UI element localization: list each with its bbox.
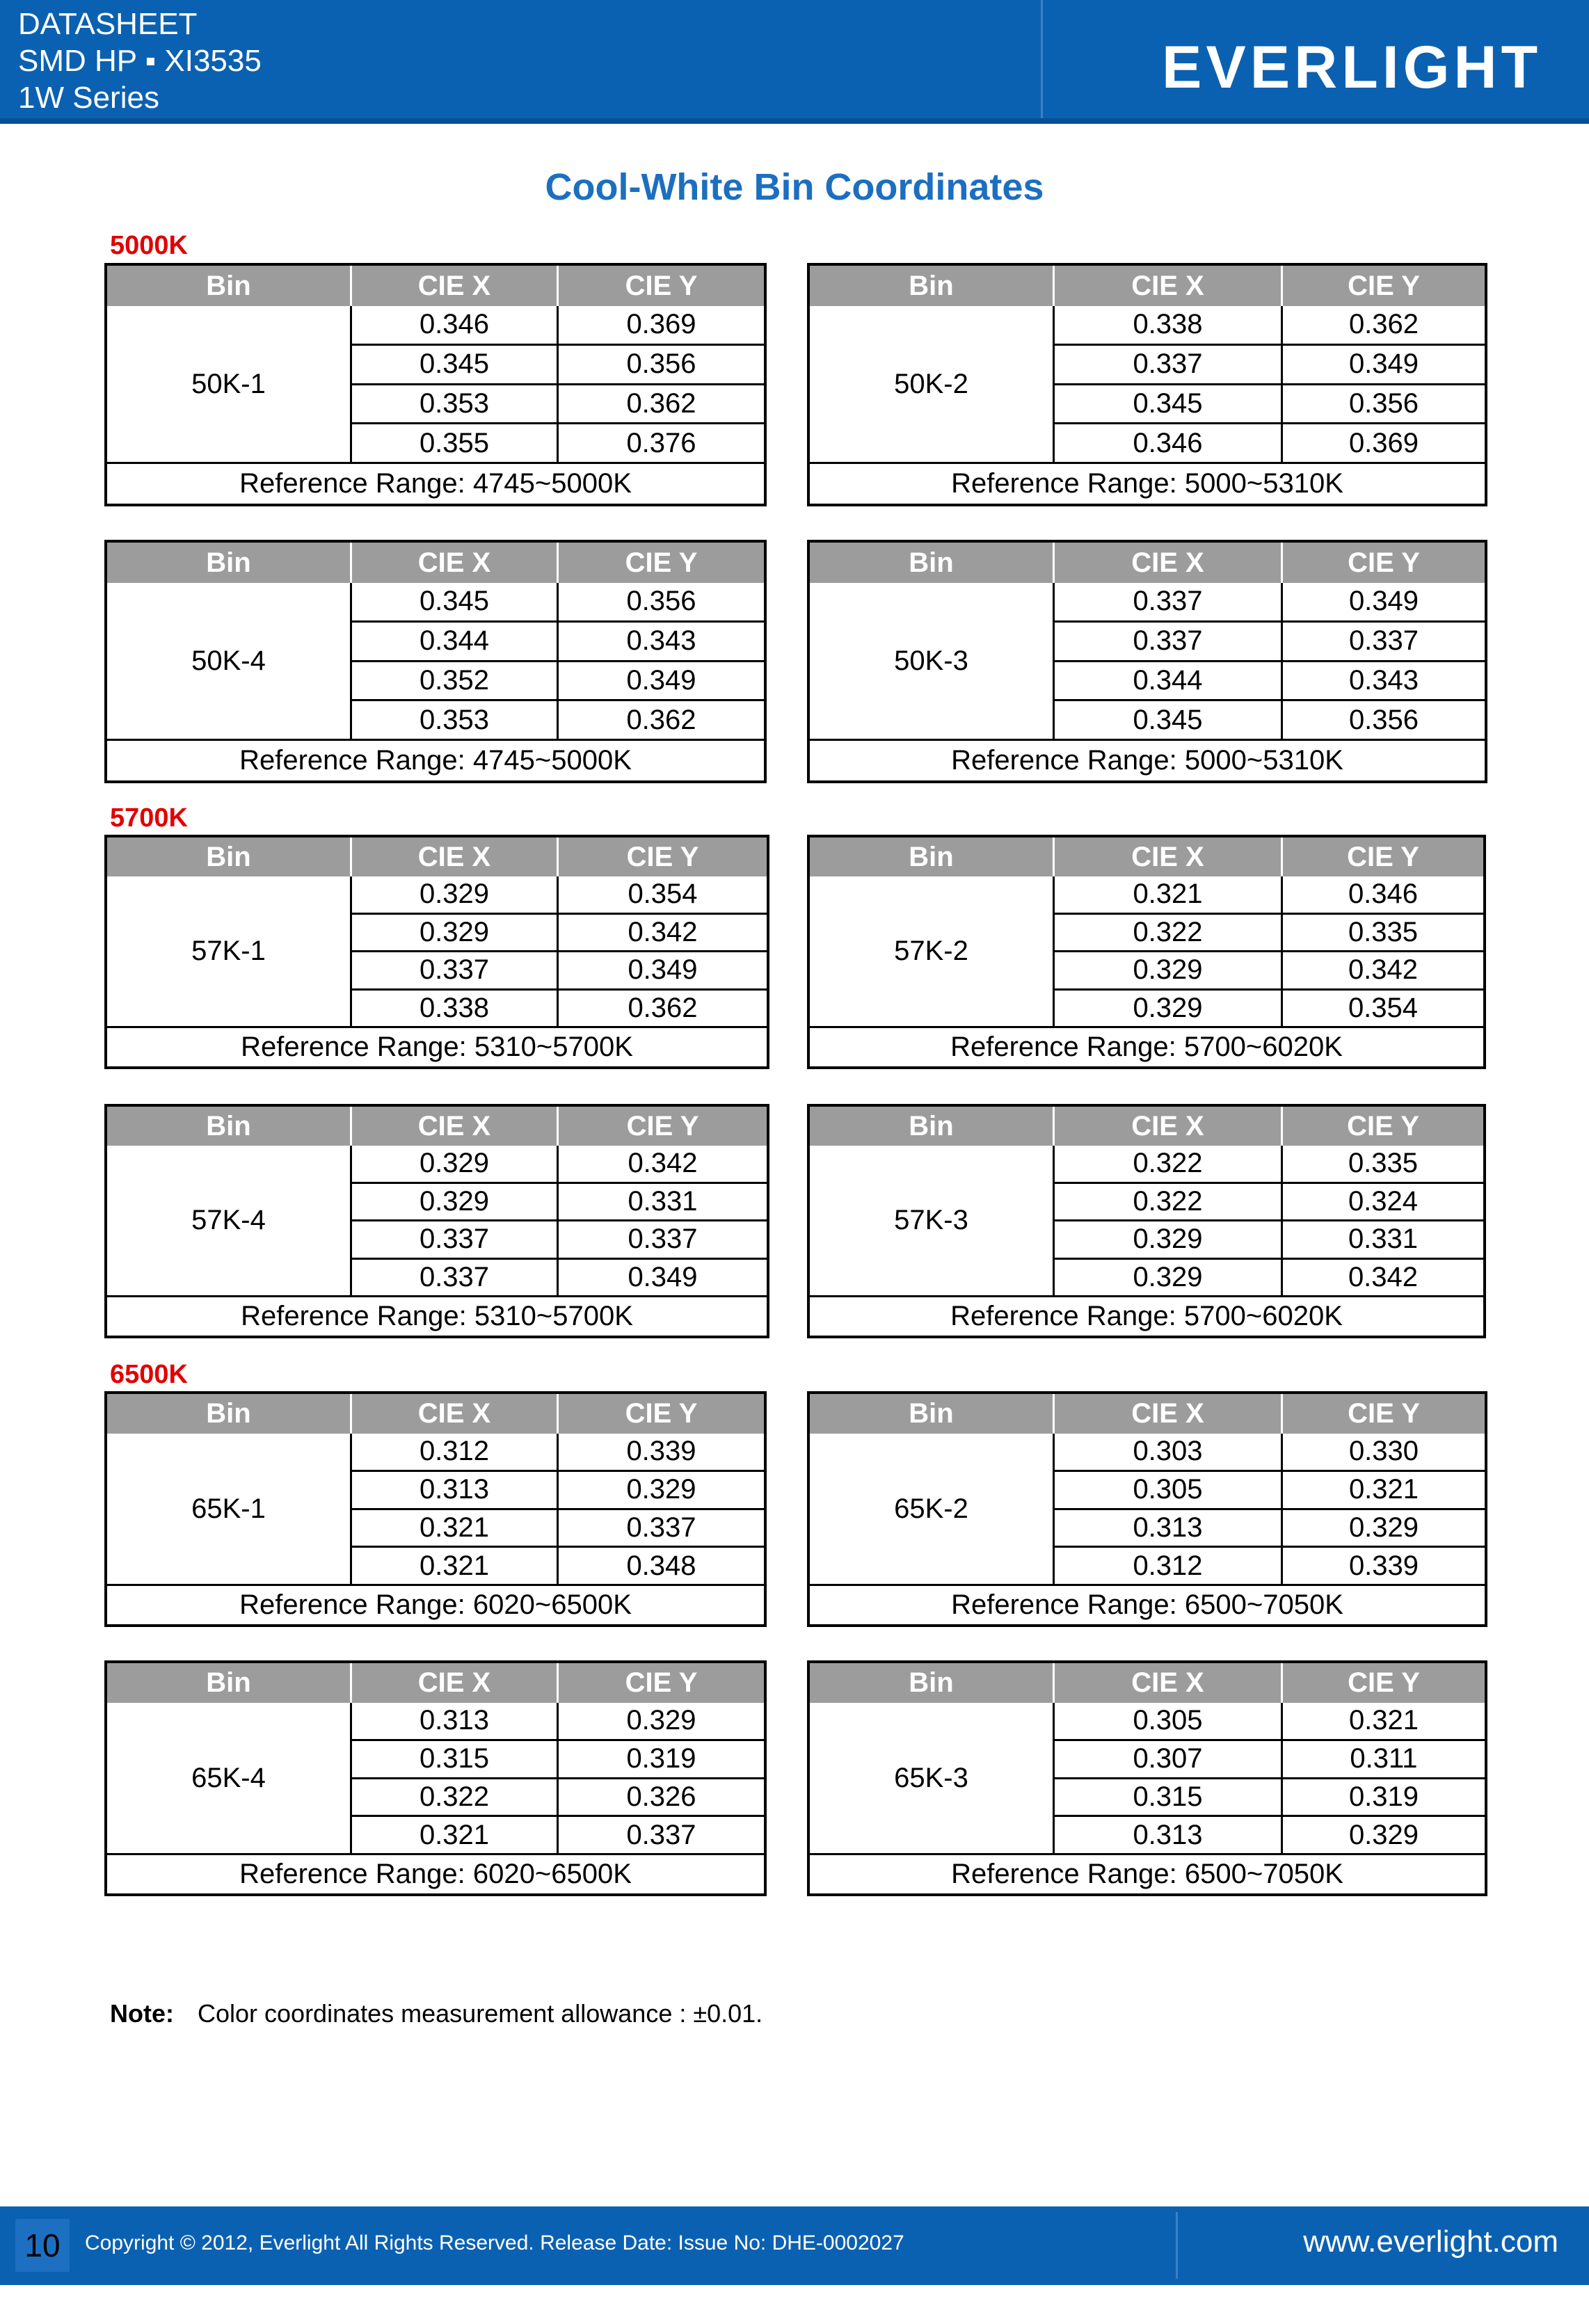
bin-name: 57K-4 — [107, 1146, 352, 1297]
cie-x-value: 0.329 — [1055, 1221, 1283, 1260]
cie-y-value: 0.343 — [559, 623, 764, 662]
header-bin: Bin — [810, 1663, 1055, 1703]
reference-range: Reference Range: 5700~6020K — [950, 1301, 1343, 1332]
cie-x-value: 0.337 — [1055, 623, 1283, 662]
cie-x-value: 0.329 — [352, 876, 559, 915]
cie-y-value: 0.342 — [1283, 952, 1483, 991]
header-bin: Bin — [107, 1394, 352, 1434]
header-bin: Bin — [810, 838, 1055, 876]
bin-name: 50K-1 — [107, 306, 352, 464]
cie-x-value: 0.338 — [1055, 306, 1283, 346]
bin-name: 50K-2 — [810, 306, 1055, 464]
bin-name: 57K-2 — [810, 876, 1055, 1028]
cie-x-value: 0.337 — [352, 952, 559, 991]
cie-x-value: 0.329 — [1055, 1260, 1283, 1298]
cie-x-value: 0.305 — [1055, 1703, 1283, 1741]
cie-x-value: 0.329 — [1055, 991, 1283, 1029]
header-line-3: 1W Series — [18, 81, 159, 115]
cie-y-value: 0.330 — [1283, 1434, 1485, 1472]
bin-name: 57K-3 — [810, 1146, 1055, 1297]
section-label-5700k: 5700K — [110, 803, 188, 833]
header-bin: Bin — [810, 266, 1055, 306]
reference-range: Reference Range: 5700~6020K — [950, 1032, 1343, 1063]
cie-x-value: 0.322 — [352, 1779, 559, 1818]
note — [110, 1999, 762, 2028]
page-number: 10 — [15, 2219, 70, 2272]
cie-x-value: 0.313 — [352, 1703, 559, 1741]
cie-y-value: 0.348 — [559, 1548, 764, 1586]
bin-table — [104, 835, 769, 1069]
cie-x-value: 0.346 — [352, 306, 559, 346]
header-cie-y: CIE Y — [559, 1663, 764, 1703]
header-cie-y: CIE Y — [559, 266, 764, 306]
header-cie-y: CIE Y — [1283, 543, 1485, 583]
cie-y-value: 0.362 — [1283, 306, 1485, 346]
cie-y-value: 0.356 — [1283, 385, 1485, 425]
bin-table — [807, 263, 1487, 506]
cie-x-value: 0.337 — [1055, 346, 1283, 385]
cie-y-value: 0.349 — [559, 1260, 767, 1298]
header-cie-x: CIE X — [1055, 543, 1283, 583]
bin-table — [807, 1104, 1486, 1338]
reference-range: Reference Range: 5000~5310K — [951, 468, 1343, 499]
cie-y-value: 0.337 — [1283, 623, 1485, 662]
cie-x-value: 0.322 — [1055, 1146, 1283, 1184]
reference-range: Reference Range: 6500~7050K — [951, 1589, 1343, 1621]
bin-name: 65K-2 — [810, 1434, 1055, 1586]
header-cie-y: CIE Y — [1283, 838, 1483, 876]
cie-x-value: 0.321 — [352, 1817, 559, 1855]
page-title: Cool-White Bin Coordinates — [545, 166, 1044, 208]
cie-y-value: 0.321 — [1283, 1703, 1485, 1741]
cie-y-value: 0.342 — [559, 1146, 767, 1184]
cie-x-value: 0.322 — [1055, 1184, 1283, 1222]
cie-y-value: 0.329 — [559, 1472, 764, 1510]
cie-y-value: 0.329 — [559, 1703, 764, 1741]
cie-y-value: 0.342 — [559, 915, 767, 953]
everlight-logo: EVERLIGHT — [1162, 34, 1542, 101]
header-bin: Bin — [810, 1107, 1055, 1146]
header-line-2: SMD HP ▪ XI3535 — [18, 44, 262, 78]
cie-y-value: 0.331 — [1283, 1221, 1483, 1260]
header-bin: Bin — [810, 1394, 1055, 1434]
bin-table — [807, 540, 1487, 783]
note-text: Color coordinates measurement allowance : ±0.01. — [198, 1999, 763, 2028]
cie-x-value: 0.337 — [1055, 583, 1283, 623]
cie-x-value: 0.321 — [1055, 876, 1283, 915]
cie-y-value: 0.329 — [1283, 1817, 1485, 1855]
header-cie-x: CIE X — [1055, 838, 1283, 876]
cie-x-value: 0.329 — [352, 1184, 559, 1222]
bin-table — [104, 540, 767, 783]
note-label: Note: — [110, 1999, 174, 2028]
bin-table — [104, 1391, 767, 1627]
header-bin: Bin — [107, 543, 352, 583]
cie-y-value: 0.324 — [1283, 1184, 1483, 1222]
cie-y-value: 0.349 — [1283, 583, 1485, 623]
cie-x-value: 0.307 — [1055, 1741, 1283, 1779]
section-label-5000k: 5000K — [110, 231, 188, 260]
cie-x-value: 0.329 — [352, 1146, 559, 1184]
header-bin: Bin — [810, 543, 1055, 583]
website-link[interactable]: www.everlight.com — [1303, 2225, 1558, 2259]
cie-y-value: 0.335 — [1283, 915, 1483, 953]
footer-divider — [1176, 2212, 1178, 2279]
header-cie-x: CIE X — [352, 266, 559, 306]
reference-range: Reference Range: 6500~7050K — [951, 1859, 1343, 1890]
reference-range: Reference Range: 4745~5000K — [239, 468, 632, 499]
cie-x-value: 0.345 — [352, 346, 559, 385]
cie-y-value: 0.337 — [559, 1817, 764, 1855]
cie-x-value: 0.337 — [352, 1260, 559, 1298]
cie-x-value: 0.352 — [352, 662, 559, 702]
header-cie-y: CIE Y — [559, 1394, 764, 1434]
cie-x-value: 0.353 — [352, 385, 559, 425]
cie-x-value: 0.329 — [1055, 952, 1283, 991]
cie-x-value: 0.344 — [1055, 662, 1283, 702]
cie-x-value: 0.313 — [1055, 1817, 1283, 1855]
cie-x-value: 0.303 — [1055, 1434, 1283, 1472]
section-label-6500k: 6500K — [110, 1360, 188, 1389]
header-cie-y: CIE Y — [1283, 1663, 1485, 1703]
bin-table — [104, 1660, 767, 1896]
cie-x-value: 0.344 — [352, 623, 559, 662]
cie-y-value: 0.369 — [1283, 424, 1485, 464]
cie-y-value: 0.331 — [559, 1184, 767, 1222]
header-cie-x: CIE X — [1055, 266, 1283, 306]
cie-y-value: 0.349 — [559, 662, 764, 702]
bin-table — [807, 1660, 1487, 1896]
header-cie-x: CIE X — [352, 1663, 559, 1703]
cie-x-value: 0.313 — [1055, 1510, 1283, 1548]
cie-x-value: 0.315 — [352, 1741, 559, 1779]
cie-y-value: 0.354 — [1283, 991, 1483, 1029]
cie-y-value: 0.339 — [1283, 1548, 1485, 1586]
cie-x-value: 0.313 — [352, 1472, 559, 1510]
cie-y-value: 0.319 — [559, 1741, 764, 1779]
cie-y-value: 0.321 — [1283, 1472, 1485, 1510]
cie-y-value: 0.346 — [1283, 876, 1483, 915]
cie-y-value: 0.337 — [559, 1221, 767, 1260]
header-cie-x: CIE X — [352, 838, 559, 876]
cie-x-value: 0.329 — [352, 915, 559, 953]
cie-x-value: 0.337 — [352, 1221, 559, 1260]
reference-range: Reference Range: 6020~6500K — [239, 1859, 632, 1890]
bin-table — [807, 1391, 1487, 1627]
cie-x-value: 0.338 — [352, 991, 559, 1029]
header-cie-x: CIE X — [1055, 1394, 1283, 1434]
cie-x-value: 0.346 — [1055, 424, 1283, 464]
header-divider — [1041, 0, 1043, 124]
cie-y-value: 0.343 — [1283, 662, 1485, 702]
cie-y-value: 0.349 — [559, 952, 767, 991]
header-cie-x: CIE X — [352, 1107, 559, 1146]
header-cie-x: CIE X — [1055, 1107, 1283, 1146]
cie-x-value: 0.322 — [1055, 915, 1283, 953]
cie-x-value: 0.315 — [1055, 1779, 1283, 1818]
cie-x-value: 0.345 — [352, 583, 559, 623]
cie-x-value: 0.312 — [352, 1434, 559, 1472]
bin-name: 65K-3 — [810, 1703, 1055, 1855]
cie-y-value: 0.362 — [559, 991, 767, 1029]
cie-x-value: 0.355 — [352, 424, 559, 464]
reference-range: Reference Range: 5000~5310K — [951, 745, 1343, 776]
cie-y-value: 0.335 — [1283, 1146, 1483, 1184]
header-bottom-stripe — [0, 118, 1589, 124]
cie-x-value: 0.345 — [1055, 701, 1283, 741]
cie-y-value: 0.319 — [1283, 1779, 1485, 1818]
header-cie-x: CIE X — [352, 543, 559, 583]
header-bin: Bin — [107, 1107, 352, 1146]
bin-name: 65K-1 — [107, 1434, 352, 1586]
cie-x-value: 0.321 — [352, 1548, 559, 1586]
reference-range: Reference Range: 4745~5000K — [239, 745, 632, 776]
cie-x-value: 0.312 — [1055, 1548, 1283, 1586]
copyright-text: Copyright © 2012, Everlight All Rights Reserved. Release Date: Issue No: DHE-0002027 — [85, 2231, 904, 2254]
header-bin: Bin — [107, 266, 352, 306]
cie-y-value: 0.356 — [559, 583, 764, 623]
header-cie-x: CIE X — [352, 1394, 559, 1434]
bin-name: 57K-1 — [107, 876, 352, 1028]
cie-y-value: 0.369 — [559, 306, 764, 346]
header-cie-y: CIE Y — [1283, 266, 1485, 306]
bin-name: 50K-3 — [810, 583, 1055, 741]
header-bin: Bin — [107, 838, 352, 876]
cie-y-value: 0.362 — [559, 701, 764, 741]
cie-y-value: 0.354 — [559, 876, 767, 915]
cie-y-value: 0.342 — [1283, 1260, 1483, 1298]
header-cie-y: CIE Y — [1283, 1107, 1483, 1146]
reference-range: Reference Range: 5310~5700K — [241, 1032, 633, 1063]
header-cie-y: CIE Y — [559, 543, 764, 583]
bin-name: 50K-4 — [107, 583, 352, 741]
header-cie-y: CIE Y — [559, 838, 767, 876]
cie-y-value: 0.329 — [1283, 1510, 1485, 1548]
bin-table — [807, 835, 1486, 1069]
cie-y-value: 0.349 — [1283, 346, 1485, 385]
cie-y-value: 0.339 — [559, 1434, 764, 1472]
cie-y-value: 0.326 — [559, 1779, 764, 1818]
cie-y-value: 0.356 — [559, 346, 764, 385]
cie-x-value: 0.305 — [1055, 1472, 1283, 1510]
reference-range: Reference Range: 5310~5700K — [241, 1301, 633, 1332]
reference-range: Reference Range: 6020~6500K — [239, 1589, 632, 1621]
cie-x-value: 0.321 — [352, 1510, 559, 1548]
header-line-1: DATASHEET — [18, 7, 198, 41]
cie-y-value: 0.376 — [559, 424, 764, 464]
bin-table — [104, 1104, 769, 1338]
header-cie-y: CIE Y — [1283, 1394, 1485, 1434]
header-cie-y: CIE Y — [559, 1107, 767, 1146]
bin-table — [104, 263, 767, 506]
bin-name: 65K-4 — [107, 1703, 352, 1855]
cie-y-value: 0.356 — [1283, 701, 1485, 741]
header-cie-x: CIE X — [1055, 1663, 1283, 1703]
cie-y-value: 0.337 — [559, 1510, 764, 1548]
cie-y-value: 0.362 — [559, 385, 764, 425]
header-bar — [0, 0, 1589, 124]
cie-x-value: 0.345 — [1055, 385, 1283, 425]
header-bin: Bin — [107, 1663, 352, 1703]
cie-y-value: 0.311 — [1283, 1741, 1485, 1779]
cie-x-value: 0.353 — [352, 701, 559, 741]
header-text — [18, 6, 262, 116]
